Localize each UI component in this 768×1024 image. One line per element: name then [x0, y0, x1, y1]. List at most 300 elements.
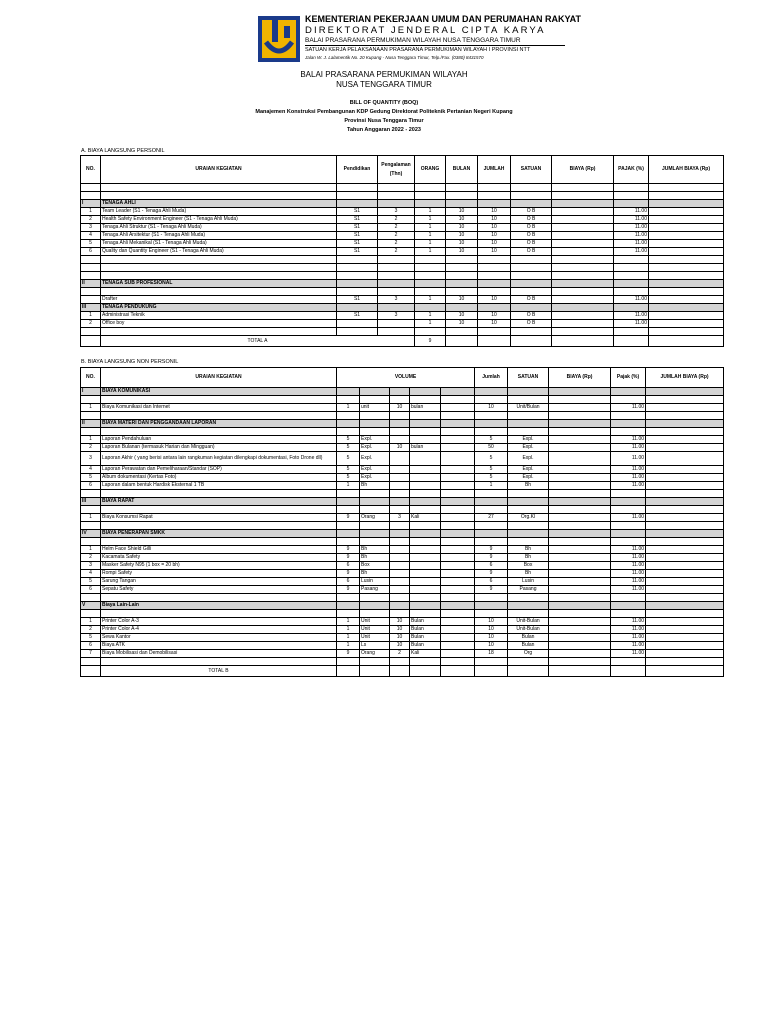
table-cell [337, 602, 360, 610]
table-cell: 11.00 [614, 216, 649, 224]
item-description: Health Safety Environment Engineer (S1 - Tenaga Ahli Muda) [101, 216, 337, 224]
table-cell [646, 490, 724, 498]
table-cell [649, 296, 724, 304]
table-cell [410, 522, 441, 530]
table-cell [378, 288, 415, 296]
table-cell [549, 594, 611, 602]
item-description: Biaya Konsumsi Rapat [101, 514, 337, 522]
table-cell [475, 594, 508, 602]
spacer-row [81, 264, 724, 272]
table-cell [614, 336, 649, 347]
table-cell: 1 [415, 296, 446, 304]
table-cell [649, 216, 724, 224]
table-cell [646, 610, 724, 618]
group-row [81, 304, 724, 312]
balai-name: BALAI PRASARANA PERMUKIMAN WILAYAH NUSA TENGGARA TIMUR [305, 37, 521, 44]
table-cell [646, 452, 724, 466]
group-row [81, 498, 724, 506]
col-header: PAJAK (%) [614, 156, 649, 184]
table-cell [337, 328, 378, 336]
table-cell [511, 304, 552, 312]
table-cell [446, 272, 478, 280]
table-cell: 5 [337, 444, 360, 452]
table-cell [508, 388, 549, 396]
table-cell: Expl. [360, 474, 390, 482]
table-cell [508, 428, 549, 436]
table-cell [508, 538, 549, 546]
table-cell [410, 578, 441, 586]
table-cell [378, 200, 415, 208]
table-cell [441, 498, 475, 506]
table-cell [415, 288, 446, 296]
table-cell: Bh [360, 554, 390, 562]
table-cell [508, 666, 549, 677]
section-a-title: A. BIAYA LANGSUNG PERSONIL [81, 148, 165, 154]
table-cell [646, 444, 724, 452]
table-cell: Unit/Bulan [508, 404, 549, 412]
table-row [81, 562, 724, 570]
table-cell [441, 618, 475, 626]
table-cell [508, 498, 549, 506]
table-cell: O B [511, 248, 552, 256]
table-cell [646, 436, 724, 444]
table-cell [549, 666, 611, 677]
table-cell [441, 602, 475, 610]
table-cell [478, 272, 511, 280]
table-cell [410, 490, 441, 498]
table-cell: Org.Kl [508, 514, 549, 522]
group-row [81, 602, 724, 610]
table-cell [390, 506, 410, 514]
table-cell: Lusin [508, 578, 549, 586]
table-cell [649, 264, 724, 272]
table-cell [552, 272, 614, 280]
table-cell: 11.00 [611, 650, 646, 658]
table-cell [390, 474, 410, 482]
item-description: Laporan Pendahuluan [101, 436, 337, 444]
table-cell [549, 642, 611, 650]
table-cell [390, 388, 410, 396]
table-cell [649, 232, 724, 240]
table-cell: 10 [478, 312, 511, 320]
table-cell [101, 264, 337, 272]
table-cell [552, 192, 614, 200]
table-cell [101, 490, 337, 498]
table-cell: S1 [337, 208, 378, 216]
table-cell [390, 570, 410, 578]
table-cell [511, 184, 552, 192]
table-row [81, 618, 724, 626]
table-cell [360, 420, 390, 428]
letterhead [258, 14, 582, 66]
table-cell [478, 336, 511, 347]
table-row [81, 482, 724, 490]
table-cell [390, 586, 410, 594]
col-header: BULAN [446, 156, 478, 184]
table-cell [390, 554, 410, 562]
table-cell: 11.00 [611, 570, 646, 578]
table-cell [646, 514, 724, 522]
table-cell: 1 [415, 248, 446, 256]
table-cell [552, 264, 614, 272]
table-cell: 3 [378, 312, 415, 320]
table-cell [410, 546, 441, 554]
table-cell [646, 538, 724, 546]
item-description: Printer Color A-4 [101, 626, 337, 634]
table-cell: 2 [81, 626, 101, 634]
group-row [81, 280, 724, 288]
table-cell [614, 288, 649, 296]
table-cell: 10 [478, 296, 511, 304]
table-cell: 2 [81, 554, 101, 562]
table-cell [360, 396, 390, 404]
table-cell: O B [511, 224, 552, 232]
table-cell [390, 546, 410, 554]
table-cell: 4 [81, 466, 101, 474]
table-cell [337, 288, 378, 296]
item-description: Drafter [101, 296, 337, 304]
table-cell [549, 498, 611, 506]
table-cell [410, 658, 441, 666]
table-cell [390, 490, 410, 498]
table-row [81, 546, 724, 554]
ministry-name: KEMENTERIAN PEKERJAAN UMUM DAN PERUMAHAN RAKYAT [305, 14, 582, 24]
table-cell [101, 328, 337, 336]
table-cell: 10 [478, 232, 511, 240]
table-cell: Bulan [410, 626, 441, 634]
table-cell: 2 [378, 248, 415, 256]
table-cell [441, 578, 475, 586]
table-cell [549, 602, 611, 610]
spacer-row [81, 328, 724, 336]
table-cell [646, 570, 724, 578]
table-cell: Bh [508, 482, 549, 490]
table-cell: bulan [410, 444, 441, 452]
table-cell: 10 [475, 642, 508, 650]
table-cell [101, 594, 337, 602]
table-cell [549, 610, 611, 618]
table-row [81, 248, 724, 256]
table-row [81, 514, 724, 522]
table-cell [646, 626, 724, 634]
table-cell [649, 224, 724, 232]
table-row [81, 554, 724, 562]
table-cell [646, 562, 724, 570]
table-cell [475, 428, 508, 436]
table-cell [611, 602, 646, 610]
table-cell [649, 320, 724, 328]
table-cell [478, 256, 511, 264]
table-cell: Expl. [360, 452, 390, 466]
table-cell: Expl. [508, 452, 549, 466]
item-description: Laporan Perawatan dan Pemeliharaan/Standar (SOP) [101, 466, 337, 474]
table-cell: O B [511, 240, 552, 248]
table-cell: 9 [337, 546, 360, 554]
table-cell [446, 256, 478, 264]
total-a-row [81, 336, 724, 347]
table-cell [390, 666, 410, 677]
table-cell [511, 264, 552, 272]
table-cell: 2 [390, 650, 410, 658]
table-cell: 2 [81, 216, 101, 224]
table-cell: O B [511, 320, 552, 328]
table-cell [81, 522, 101, 530]
table-cell [441, 562, 475, 570]
table-cell [378, 184, 415, 192]
group-label: TENAGA SUB PROFESIONAL [101, 280, 337, 288]
table-cell [415, 200, 446, 208]
table-cell: S1 [337, 216, 378, 224]
table-cell [81, 184, 101, 192]
table-cell [390, 412, 410, 420]
table-cell: 10 [475, 626, 508, 634]
doc-title-year: Tahun Anggaran 2022 - 2023 [347, 127, 421, 133]
table-cell [649, 336, 724, 347]
table-cell [441, 522, 475, 530]
table-cell [611, 498, 646, 506]
table-cell: 2 [378, 224, 415, 232]
table-cell: 9 [337, 514, 360, 522]
table-cell: 9 [337, 586, 360, 594]
table-cell: 10 [390, 626, 410, 634]
table-cell: 10 [446, 208, 478, 216]
table-cell: 10 [446, 312, 478, 320]
table-cell [446, 280, 478, 288]
group-number: III [81, 304, 101, 312]
group-number: I [81, 388, 101, 396]
table-cell [611, 594, 646, 602]
table-cell [549, 436, 611, 444]
table-cell [549, 562, 611, 570]
table-cell: 2 [378, 216, 415, 224]
table-cell: Bulan [508, 634, 549, 642]
table-cell [646, 530, 724, 538]
table-cell [646, 404, 724, 412]
table-cell [441, 666, 475, 677]
table-cell [81, 328, 101, 336]
table-cell [81, 396, 101, 404]
table-cell: Expl. [508, 466, 549, 474]
table-cell [614, 264, 649, 272]
table-cell [410, 388, 441, 396]
table-cell [549, 618, 611, 626]
table-cell: 10 [390, 618, 410, 626]
table-cell [390, 594, 410, 602]
table-cell [337, 192, 378, 200]
table-row [81, 404, 724, 412]
doc-title-project: Manajemen Konstruksi Pembangunan KDP Gedung Direktorat Politeknik Pertanian Negeri Kupang [255, 109, 513, 115]
table-cell: 6 [81, 642, 101, 650]
table-cell: Lusin [360, 578, 390, 586]
table-cell [410, 554, 441, 562]
table-cell: O B [511, 216, 552, 224]
table-cell [446, 200, 478, 208]
table-cell [649, 328, 724, 336]
table-cell [549, 626, 611, 634]
table-cell [646, 388, 724, 396]
table-cell [410, 498, 441, 506]
table-row [81, 224, 724, 232]
table-cell [611, 610, 646, 618]
table-cell: 11.00 [614, 320, 649, 328]
table-cell [390, 452, 410, 466]
table-cell [649, 304, 724, 312]
item-description: Laporan Bulanan (termasuk Harian dan Mingguan) [101, 444, 337, 452]
item-description: Album dokumentasi (Kertas Foto) [101, 474, 337, 482]
table-cell [646, 618, 724, 626]
table-cell [508, 396, 549, 404]
table-cell: Bh [360, 546, 390, 554]
table-cell [475, 538, 508, 546]
table-cell [378, 280, 415, 288]
table-cell: 11.00 [611, 578, 646, 586]
table-cell [410, 538, 441, 546]
table-cell: 5 [81, 634, 101, 642]
table-row [81, 466, 724, 474]
table-cell [475, 658, 508, 666]
col-header: Jumlah [475, 368, 508, 388]
table-cell: 10 [446, 240, 478, 248]
doc-title-province: Provinsi Nusa Tenggara Timur [344, 118, 424, 124]
item-description: Tenaga Ahli Mekanikal (S1 - Tenaga Ahli Muda) [101, 240, 337, 248]
spacer-row [81, 288, 724, 296]
item-description: Laporan dalam bentuk Hardisk Eksternal 1 TB [101, 482, 337, 490]
doc-title-2: NUSA TENGGARA TIMUR [336, 80, 432, 89]
table-cell: Bh [508, 554, 549, 562]
table-cell [410, 428, 441, 436]
table-cell: Bh [360, 482, 390, 490]
table-cell: Kali [410, 650, 441, 658]
table-row [81, 578, 724, 586]
table-cell [101, 506, 337, 514]
table-cell [549, 474, 611, 482]
table-cell [649, 184, 724, 192]
table-cell: 10 [475, 404, 508, 412]
table-cell [475, 610, 508, 618]
table-cell [549, 452, 611, 466]
table-cell [646, 602, 724, 610]
table-cell [552, 288, 614, 296]
item-description: Team Leader (S1 - Tenaga Ahli Muda) [101, 208, 337, 216]
table-cell [81, 272, 101, 280]
table-cell [360, 538, 390, 546]
table-cell [611, 490, 646, 498]
table-cell [511, 288, 552, 296]
table-cell [360, 530, 390, 538]
table-cell: 11.00 [614, 240, 649, 248]
table-cell [410, 602, 441, 610]
table-cell: 10 [478, 240, 511, 248]
table-cell [508, 530, 549, 538]
table-cell [410, 474, 441, 482]
table-cell [390, 522, 410, 530]
table-cell [508, 506, 549, 514]
table-cell [649, 312, 724, 320]
table-cell [360, 428, 390, 436]
table-cell [549, 466, 611, 474]
table-cell [81, 428, 101, 436]
group-number: II [81, 420, 101, 428]
table-cell: Unit-Bulan [508, 626, 549, 634]
table-row [81, 650, 724, 658]
table-cell [441, 396, 475, 404]
table-cell: 5 [337, 474, 360, 482]
table-cell [441, 594, 475, 602]
table-cell [360, 658, 390, 666]
table-cell [81, 506, 101, 514]
table-cell: Unit [360, 618, 390, 626]
table-cell: 10 [446, 232, 478, 240]
table-cell [441, 388, 475, 396]
table-cell: 9 [337, 570, 360, 578]
table-cell [410, 562, 441, 570]
table-cell [511, 280, 552, 288]
table-cell: S1 [337, 312, 378, 320]
group-row [81, 530, 724, 538]
table-cell [390, 436, 410, 444]
table-cell: 1 [337, 642, 360, 650]
table-cell: 2 [378, 232, 415, 240]
spacer-row [81, 396, 724, 404]
table-cell [611, 658, 646, 666]
table-cell: 5 [337, 466, 360, 474]
table-cell: 6 [81, 586, 101, 594]
table-cell [390, 602, 410, 610]
table-cell [390, 530, 410, 538]
table-cell [337, 658, 360, 666]
table-cell: 9 [475, 586, 508, 594]
item-description: Biaya Komunikasi dan Internet [101, 404, 337, 412]
table-cell: Bulan [410, 634, 441, 642]
table-cell: 3 [378, 296, 415, 304]
table-cell: 1 [337, 634, 360, 642]
table-cell [101, 184, 337, 192]
table-cell [441, 586, 475, 594]
table-cell: 11.00 [611, 452, 646, 466]
table-cell [337, 538, 360, 546]
table-cell [549, 490, 611, 498]
table-cell [441, 506, 475, 514]
table-cell: Box [508, 562, 549, 570]
table-cell: 3 [390, 514, 410, 522]
table-cell: 11.00 [614, 224, 649, 232]
table-cell: 2 [378, 240, 415, 248]
table-cell: S1 [337, 224, 378, 232]
group-label: TENAGA AHLI [101, 200, 337, 208]
table-cell [475, 498, 508, 506]
table-cell: 11.00 [614, 296, 649, 304]
table-cell [410, 396, 441, 404]
table-cell [478, 264, 511, 272]
table-cell: 11.00 [611, 444, 646, 452]
table-cell: 11.00 [611, 554, 646, 562]
table-cell: 11.00 [611, 466, 646, 474]
table-cell [410, 530, 441, 538]
table-cell [415, 328, 446, 336]
table-cell [441, 610, 475, 618]
col-header: NO. [81, 368, 101, 388]
table-cell [549, 514, 611, 522]
table-cell [337, 304, 378, 312]
table-cell [378, 304, 415, 312]
table-cell: 6 [337, 578, 360, 586]
table-cell [378, 192, 415, 200]
table-cell [441, 658, 475, 666]
table-cell [446, 192, 478, 200]
table-cell: 1 [337, 618, 360, 626]
table-cell [81, 256, 101, 264]
table-cell [101, 538, 337, 546]
